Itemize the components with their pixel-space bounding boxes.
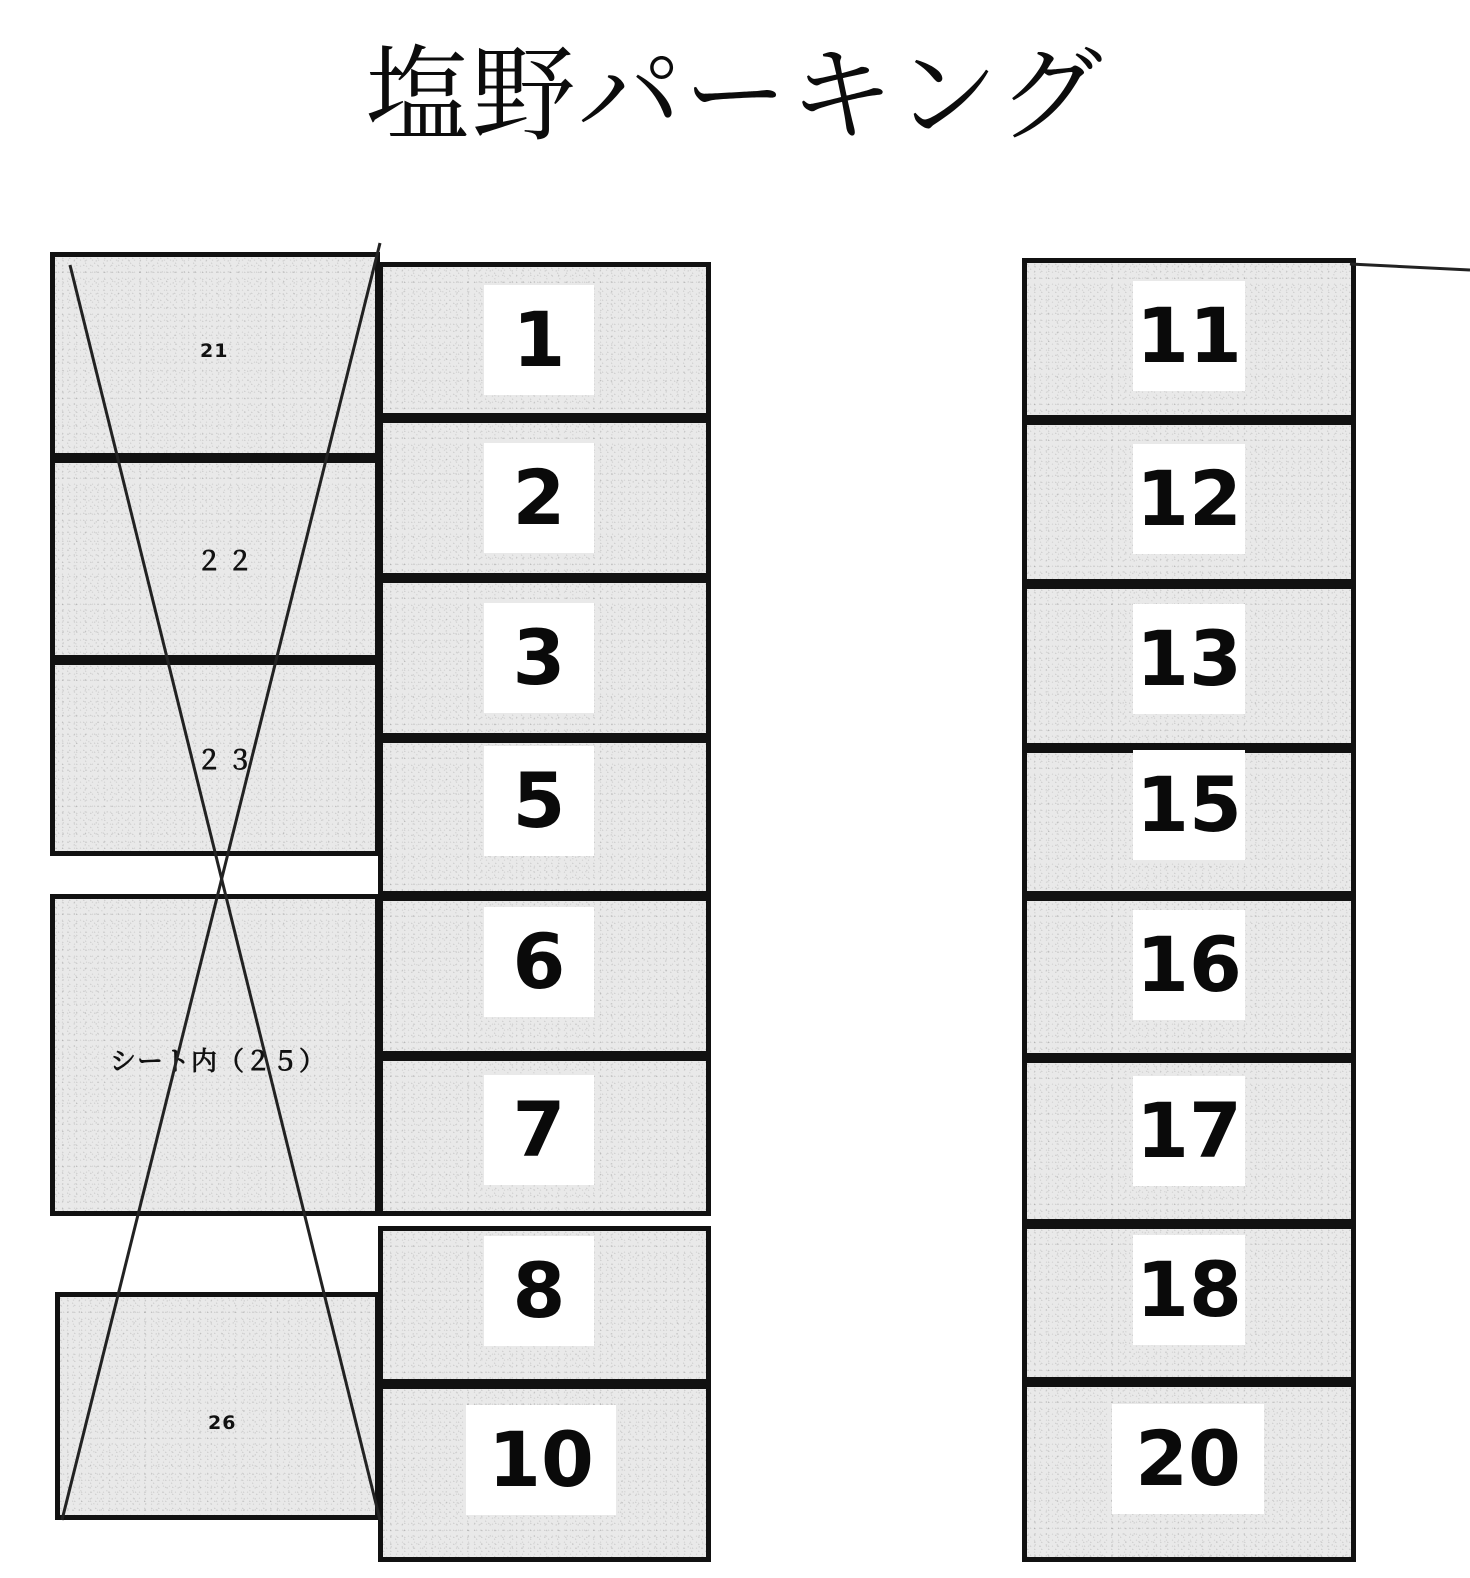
stall-a-5-number: 5 [484, 746, 594, 856]
stall-a-3-number: 3 [484, 603, 594, 713]
stall-b-20-number: 20 [1112, 1404, 1264, 1514]
stall-b-12-number: 12 [1133, 444, 1245, 554]
stall-a-7-number: 7 [484, 1075, 594, 1185]
stall-b-15-number: 15 [1133, 750, 1245, 860]
lead-line-top-right [1350, 264, 1470, 270]
left-stall-23-label: ２３ [196, 746, 259, 776]
stall-a-1-number: 1 [484, 285, 594, 395]
stall-a-6-number: 6 [484, 907, 594, 1017]
left-stall-26-label: 26 [208, 1412, 237, 1434]
stall-b-18-number: 18 [1133, 1235, 1245, 1345]
stall-a-8-number: 8 [484, 1236, 594, 1346]
left-stall-26[interactable] [55, 1292, 380, 1520]
left-stall-21-label: 21 [200, 340, 229, 362]
stall-a-2-number: 2 [484, 443, 594, 553]
left-stall-25-label: シート内（２５） [110, 1047, 327, 1077]
stall-a-10-number: 10 [466, 1405, 616, 1515]
stall-b-13-number: 13 [1133, 604, 1245, 714]
stall-b-11-number: 11 [1133, 281, 1245, 391]
page-title: 塩野パーキング [365, 34, 1105, 156]
stall-b-16-number: 16 [1133, 910, 1245, 1020]
stall-b-17-number: 17 [1133, 1076, 1245, 1186]
left-stall-22-label: ２２ [196, 547, 259, 577]
